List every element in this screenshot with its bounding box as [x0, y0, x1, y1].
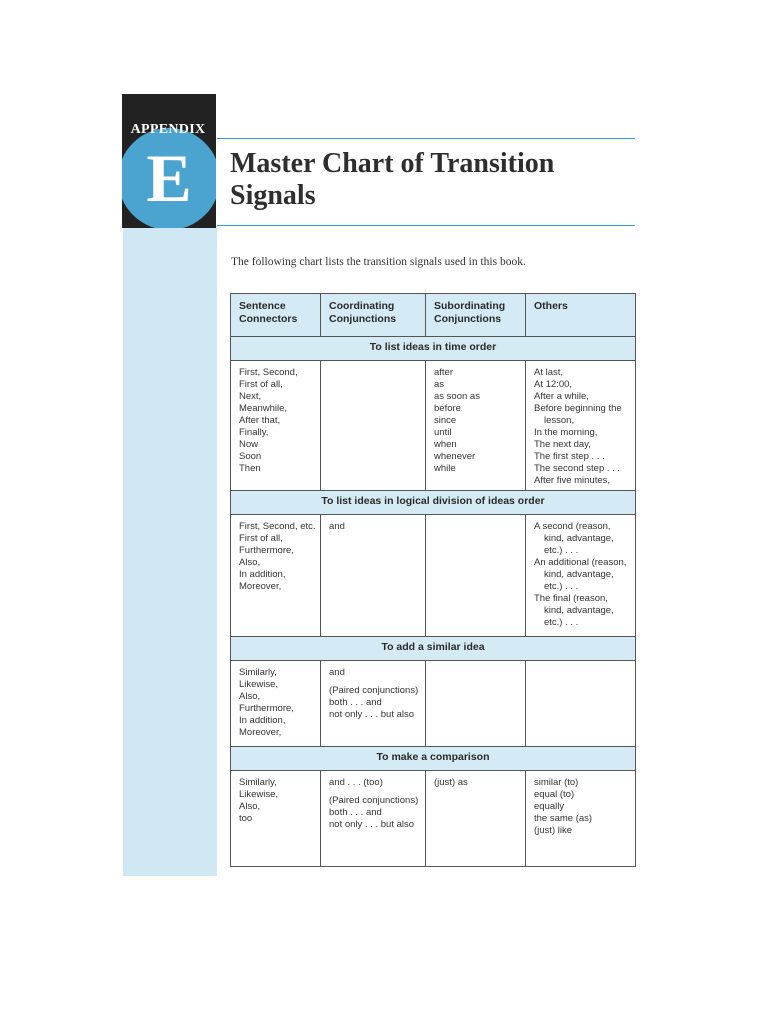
cell-line: equally	[534, 801, 565, 812]
table-cell	[231, 515, 321, 637]
cell-line: An additional (reason,	[534, 557, 627, 568]
table-cell	[426, 361, 526, 491]
cell-line: Also,	[239, 801, 261, 812]
cell-line: since	[434, 415, 457, 426]
cell-line: kind, advantage,	[544, 605, 614, 616]
cell-line: before	[434, 403, 461, 414]
table-cell	[321, 515, 426, 637]
cell-line: Then	[239, 463, 261, 474]
section-header-row	[231, 747, 636, 771]
cell-line: as	[434, 379, 445, 390]
cell-line: etc.) . . .	[544, 545, 579, 556]
title-rule-top	[217, 138, 635, 139]
cell-line: Similarly,	[239, 777, 277, 788]
cell-line: Likewise,	[239, 789, 279, 800]
cell-line: kind, advantage,	[544, 569, 614, 580]
cell-line: until	[434, 427, 452, 438]
section-title: To list ideas in logical division of ideas order	[231, 491, 636, 515]
table-cell	[526, 661, 636, 747]
cell-line: Subordinating	[434, 300, 506, 312]
header-coordinating-conjunctions	[321, 294, 426, 337]
section-header-row	[231, 337, 636, 361]
title-rule-bottom	[217, 225, 635, 226]
table-row	[231, 515, 636, 637]
cell-line: (Paired conjunctions)	[329, 685, 419, 696]
section-title: To add a similar idea	[231, 637, 636, 661]
margin-color-strip	[123, 226, 217, 876]
table-header-row	[231, 294, 636, 337]
cell-line: Moreover,	[239, 727, 282, 738]
cell-line: Next,	[239, 391, 262, 402]
cell-line: Furthermore,	[239, 545, 294, 556]
section-header-row	[231, 491, 636, 515]
cell-line: both . . . and	[329, 807, 382, 818]
cell-line: Moreover,	[239, 581, 282, 592]
table-cell	[231, 661, 321, 747]
cell-line: and . . . (too)	[329, 777, 383, 788]
cell-line: as soon as	[434, 391, 480, 402]
cell-line: (just) as	[434, 777, 468, 788]
table-cell	[526, 771, 636, 867]
cell-line: After five minutes,	[534, 475, 611, 486]
table-cell	[426, 771, 526, 867]
table-cell	[526, 515, 636, 637]
table-cell	[321, 661, 426, 747]
cell-line: After that,	[239, 415, 281, 426]
cell-line: when	[434, 439, 457, 450]
cell-line: and	[329, 667, 345, 678]
cell-line: Finally,	[239, 427, 269, 438]
table-cell	[231, 771, 321, 867]
table-row	[231, 361, 636, 491]
table-cell	[321, 361, 426, 491]
header-sentence-connectors	[231, 294, 321, 337]
cell-line: Coordinating	[329, 300, 395, 312]
cell-line: Others	[534, 300, 568, 312]
appendix-label: APPENDIX	[130, 122, 206, 137]
cell-line: Also,	[239, 557, 261, 568]
cell-line: equal (to)	[534, 789, 575, 800]
cell-line: whenever	[434, 451, 476, 462]
section-title: To list ideas in time order	[231, 337, 636, 361]
table-cell	[526, 361, 636, 491]
cell-line: The first step . . .	[534, 451, 605, 462]
table-row	[231, 771, 636, 867]
cell-line: Conjunctions	[434, 313, 502, 325]
cell-line: (just) like	[534, 825, 573, 836]
cell-line: Furthermore,	[239, 703, 294, 714]
header-subordinating-conjunctions	[426, 294, 526, 337]
table-cell	[426, 661, 526, 747]
table-cell	[231, 361, 321, 491]
cell-line: A second (reason,	[534, 521, 611, 532]
appendix-letter: E	[146, 140, 192, 216]
cell-line: not only . . . but also	[329, 819, 415, 830]
cell-line: the same (as)	[534, 813, 593, 824]
table-row	[231, 661, 636, 747]
transition-signals-table	[230, 293, 636, 867]
cell-line: After a while,	[534, 391, 589, 402]
cell-line: etc.) . . .	[544, 581, 579, 592]
table-cell	[321, 771, 426, 867]
cell-line: Sentence	[239, 300, 286, 312]
cell-line: (Paired conjunctions)	[329, 795, 419, 806]
cell-line: Connectors	[239, 313, 298, 325]
cell-line: lesson,	[544, 415, 575, 426]
cell-line: Now	[239, 439, 259, 450]
intro-text: The following chart lists the transition signals used in this book.	[231, 256, 526, 268]
cell-line: The next day,	[534, 439, 591, 450]
cell-line: The final (reason,	[534, 593, 608, 604]
header-others	[526, 294, 636, 337]
cell-line: First, Second, etc.	[239, 521, 316, 532]
cell-line: Also,	[239, 691, 261, 702]
cell-line: At 12:00,	[534, 379, 573, 390]
cell-line: and	[329, 521, 345, 532]
cell-line: too	[239, 813, 253, 824]
cell-line: Similarly,	[239, 667, 277, 678]
cell-line: kind, advantage,	[544, 533, 614, 544]
cell-line: Before beginning the	[534, 403, 622, 414]
page-title-line-2: Signals	[230, 180, 316, 211]
cell-line: etc.) . . .	[544, 617, 579, 628]
cell-line: The second step . . .	[534, 463, 621, 474]
table-cell	[426, 515, 526, 637]
cell-line: not only . . . but also	[329, 709, 415, 720]
cell-line: First of all,	[239, 533, 283, 544]
section-header-row	[231, 637, 636, 661]
cell-line: after	[434, 367, 454, 378]
cell-line: In the morning,	[534, 427, 598, 438]
cell-line: similar (to)	[534, 777, 579, 788]
cell-line: Likewise,	[239, 679, 279, 690]
cell-line: First, Second,	[239, 367, 298, 378]
cell-line: First of all,	[239, 379, 283, 390]
cell-line: while	[434, 463, 456, 474]
cell-line: In addition,	[239, 569, 286, 580]
cell-line: In addition,	[239, 715, 286, 726]
cell-line: Soon	[239, 451, 262, 462]
cell-line: both . . . and	[329, 697, 382, 708]
section-title: To make a comparison	[231, 747, 636, 771]
page-title	[230, 148, 650, 212]
page-title-line-1: Master Chart of Transition	[230, 148, 555, 179]
cell-line: Meanwhile,	[239, 403, 288, 414]
cell-line: At last,	[534, 367, 564, 378]
cell-line: Conjunctions	[329, 313, 397, 325]
